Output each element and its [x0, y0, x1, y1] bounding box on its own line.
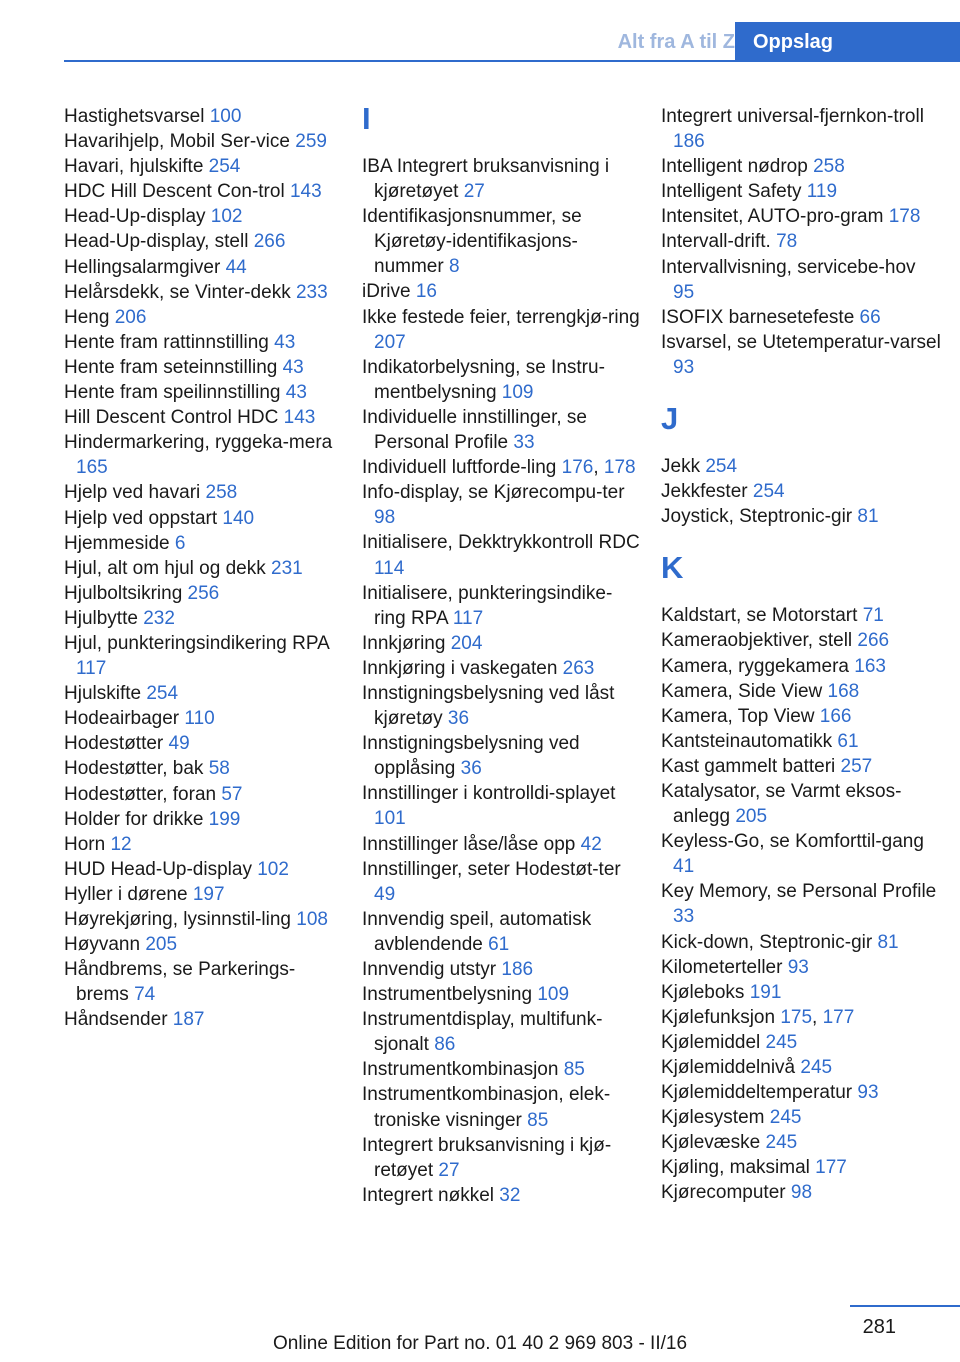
index-entry [661, 1030, 941, 1055]
index-term: Innvendig utstyr [362, 959, 502, 980]
index-column-3 [661, 104, 941, 1206]
page-reference-link[interactable]: 86 [434, 1034, 456, 1056]
index-entry [661, 479, 941, 504]
page-reference-link[interactable]: 8 [448, 256, 460, 278]
page-reference-link[interactable]: 61 [837, 730, 859, 752]
index-term: Hente fram rattinnstilling [64, 331, 275, 353]
index-entry [362, 907, 642, 957]
page-reference-link[interactable]: 43 [274, 331, 296, 353]
page-reference-link[interactable]: 44 [225, 256, 247, 278]
index-term: Kamera, ryggekamera [661, 655, 855, 677]
index-entry [362, 982, 642, 1007]
index-entry [362, 832, 642, 857]
index-term: Individuelle innstillinger, se Personal Profile [362, 406, 587, 454]
index-term: Havari, hjulskifte [64, 156, 209, 178]
index-term: Innvendig speil, automatisk avblendende [362, 908, 592, 955]
edition-note: Online Edition for Part no. 01 40 2 969 803 - II/16 [272, 1333, 688, 1354]
page-reference-link[interactable]: 245 [800, 1057, 833, 1078]
index-entry [362, 305, 642, 355]
page-reference-link[interactable]: 176 [561, 457, 594, 479]
index-column-1 [64, 104, 339, 1032]
index-entry [661, 603, 941, 628]
page-reference-link[interactable]: 263 [562, 657, 595, 679]
index-term: Hjelp ved oppstart [64, 507, 223, 529]
page-reference-link[interactable]: 43 [285, 382, 307, 404]
page-reference-link[interactable]: 199 [208, 808, 241, 830]
index-entry [661, 1105, 941, 1130]
page-reference-link[interactable]: 257 [840, 755, 873, 777]
index-term: Høyrekjøring, lysinnstil-ling [64, 909, 297, 930]
index-entry [362, 204, 642, 279]
index-term: Instrumentbelysning [362, 984, 538, 1006]
index-entry [661, 980, 941, 1005]
index-entry [64, 129, 339, 154]
index-entry [362, 1057, 642, 1082]
index-term: Havarihjelp, Mobil Ser-vice [64, 131, 296, 153]
page-reference-link[interactable]: 232 [143, 607, 175, 629]
page-reference-link[interactable]: 119 [806, 181, 838, 203]
page-reference-link[interactable]: 254 [208, 156, 241, 178]
section-tab: Oppslag [735, 22, 960, 62]
index-term: Individuell luftforde-ling [362, 457, 562, 479]
page-reference-link[interactable]: 6 [174, 532, 186, 554]
index-term: Hjulbytte [64, 607, 144, 629]
index-entry [661, 229, 941, 254]
index-term: Integrert bruksanvisning i kjø-retøyet [362, 1134, 612, 1181]
index-entry [64, 154, 339, 179]
index-term: Håndbrems, se Parkerings-brems [64, 959, 296, 1006]
index-entry [661, 879, 941, 929]
page-reference-link[interactable]: 71 [862, 605, 884, 627]
index-term: Håndsender [64, 1009, 173, 1031]
page-reference-link[interactable]: 108 [296, 909, 328, 930]
index-term: Kick-down, Steptronic-gir [661, 931, 878, 953]
page-reference-link[interactable]: 143 [289, 181, 322, 203]
page-reference-link[interactable]: 57 [221, 783, 243, 805]
index-term: Innstillinger i kontrolldi-splayet [362, 783, 616, 805]
index-entry [661, 204, 941, 229]
page-reference-link[interactable]: 197 [192, 883, 225, 905]
page-reference-link[interactable]: 27 [463, 181, 485, 203]
index-term: Indikatorbelysning, se Instru-mentbelysning [362, 356, 605, 403]
index-entry: Individuell luftforde-ling 176, 178 [362, 457, 636, 479]
index-letter-heading: K [661, 550, 684, 586]
page-reference-link[interactable]: 12 [110, 833, 132, 855]
index-term: Hjul, punkteringsindikering RPA [64, 632, 329, 654]
index-term: Kjølevæske [661, 1132, 766, 1154]
index-term: Intelligent Safety [661, 181, 807, 203]
page-reference-link[interactable]: 81 [857, 506, 879, 528]
index-entry [661, 1180, 941, 1205]
page-reference-link[interactable]: 143 [283, 407, 316, 429]
index-entry [362, 681, 642, 731]
index-term: Intensitet, AUTO-pro-gram [661, 206, 889, 228]
index-entry [362, 355, 642, 405]
index-entry [362, 656, 642, 681]
page-reference-link[interactable]: 42 [580, 833, 602, 855]
page-reference-link[interactable]: 204 [450, 632, 483, 654]
index-entry [661, 1155, 941, 1180]
index-term: IBA Integrert bruksanvisning i kjøretøyet [362, 156, 610, 203]
index-entry [64, 305, 339, 330]
index-entry [362, 957, 642, 982]
page-reference-link[interactable]: 266 [253, 231, 286, 253]
index-entry [661, 305, 941, 330]
index-entry [661, 955, 941, 980]
index-term: Hyller i dørene [64, 883, 193, 905]
page-reference-link[interactable]: 175 [780, 1006, 813, 1028]
page-reference-link[interactable]: 49 [168, 733, 190, 755]
index-term: Hjelp ved havari [64, 482, 206, 504]
index-term: Horn [64, 833, 111, 855]
index-term: Kjølemiddeltemperatur [661, 1082, 858, 1104]
page-reference-link[interactable]: 43 [282, 356, 304, 378]
page-reference-link[interactable]: 256 [187, 582, 220, 604]
index-entry [661, 1080, 941, 1105]
index-letter-heading: I [362, 101, 371, 136]
index-entry [64, 681, 339, 706]
page-reference-link[interactable]: 93 [857, 1082, 879, 1104]
page-reference-link[interactable]: 109 [537, 984, 570, 1006]
index-entry [64, 104, 339, 129]
index-term: Kast gammelt batteri [661, 755, 841, 777]
index-letter-heading: J [661, 401, 679, 437]
index-entry [64, 807, 339, 832]
index-entry [64, 556, 339, 581]
index-entry [661, 330, 941, 380]
page-reference-link[interactable]: 74 [134, 984, 156, 1006]
index-column-2 [362, 101, 642, 1208]
index-entry [362, 1082, 642, 1132]
index-term: Hodestøtter [64, 733, 169, 755]
page-reference-link[interactable]: 49 [374, 883, 396, 905]
index-entry [64, 1007, 339, 1032]
index-entry [64, 280, 339, 305]
index-term: Innstigningsbelysning ved låst kjøretøy [362, 682, 615, 730]
index-entry [362, 154, 642, 204]
page-reference-link[interactable]: 177 [815, 1157, 847, 1179]
page-reference-link[interactable]: 245 [765, 1031, 798, 1053]
page-reference-link[interactable]: 254 [146, 683, 179, 705]
page-reference-link[interactable]: 117 [76, 658, 107, 680]
page-reference-link[interactable]: 41 [673, 856, 695, 878]
index-term: ISOFIX barnesetefeste [661, 306, 860, 328]
index-term: Hodestøtter, foran [64, 783, 222, 805]
index-term: Hastighetsvarsel [64, 106, 210, 127]
index-entry [64, 832, 339, 857]
page-reference-link[interactable]: 117 [452, 607, 484, 629]
index-entry [64, 179, 339, 204]
index-entry [64, 606, 339, 631]
index-term: Høyvann [64, 934, 146, 956]
page-reference-link[interactable]: 95 [673, 281, 695, 303]
index-entry [64, 882, 339, 907]
index-entry [362, 631, 642, 656]
page-reference-link[interactable]: 93 [787, 956, 809, 978]
page-reference-link[interactable]: 32 [499, 1184, 521, 1206]
index-entry: Kjølefunksjon 175, 177 [661, 1006, 855, 1028]
index-term: Holder for drikke [64, 808, 209, 830]
page-reference-link[interactable]: 109 [501, 381, 534, 403]
index-term: Hjul, alt om hjul og dekk [64, 557, 271, 579]
index-entry [64, 756, 339, 781]
index-entry [661, 1055, 941, 1080]
index-entry [64, 330, 339, 355]
index-entry [64, 204, 339, 229]
index-term: Kaldstart, se Motorstart [661, 605, 863, 627]
index-term: Intervallvisning, servicebe-hov [661, 256, 916, 278]
index-term: Instrumentdisplay, multifunk-sjonalt [362, 1009, 603, 1056]
index-entry [661, 154, 941, 179]
page-reference-link[interactable]: 93 [673, 356, 695, 378]
index-term: Kilometerteller [661, 956, 788, 978]
page-reference-link[interactable]: 178 [603, 457, 636, 479]
index-entry [64, 531, 339, 556]
index-entry [64, 782, 339, 807]
page-reference-link[interactable]: 258 [205, 482, 238, 504]
section-title: Alt fra A til Z [617, 31, 735, 53]
index-term: Jekkfester [661, 481, 753, 503]
index-term: Kjøleboks [661, 981, 750, 1003]
index-entry [64, 857, 339, 882]
page-reference-link[interactable]: 233 [295, 281, 328, 303]
index-term: Key Memory, se Personal Profile [661, 881, 937, 903]
page-reference-link[interactable]: 166 [819, 705, 852, 727]
index-entry [362, 581, 642, 631]
index-entry [362, 1007, 642, 1057]
index-term: Isvarsel, se Utetemperatur-varsel [661, 331, 941, 353]
page-reference-link[interactable]: 78 [776, 231, 798, 253]
index-entry [661, 1130, 941, 1155]
section-spacer [661, 380, 941, 404]
index-term: Hente fram speilinnstilling [64, 382, 286, 404]
index-term: Hjulskifte [64, 683, 147, 705]
index-entry [661, 104, 941, 154]
page-reference-link[interactable]: 100 [209, 106, 242, 127]
page-reference-link[interactable]: 85 [563, 1059, 585, 1081]
index-entry [64, 430, 339, 480]
index-term: Innstigningsbelysning ved opplåsing [362, 733, 580, 780]
index-entry [661, 704, 941, 729]
page-reference-link[interactable]: 36 [447, 708, 470, 730]
page-reference-link[interactable]: 114 [374, 557, 405, 579]
index-entry [362, 857, 642, 907]
index-entry [661, 779, 941, 829]
index-term: Initialisere, punkteringsindike-ring RPA [362, 582, 613, 629]
index-entry [64, 907, 339, 932]
page-reference-link[interactable]: 205 [145, 934, 178, 956]
index-entry [362, 279, 642, 304]
page-reference-link[interactable]: 245 [769, 1107, 802, 1129]
page-reference-link[interactable]: 36 [460, 758, 482, 780]
page-reference-link[interactable]: 58 [208, 758, 230, 780]
index-term: Kjørecomputer [661, 1182, 791, 1204]
index-entry [661, 729, 941, 754]
index-entry [64, 932, 339, 957]
index-entry [64, 355, 339, 380]
page-reference-link[interactable]: 187 [172, 1009, 205, 1031]
index-term: Initialisere, Dekktrykkontroll RDC [362, 532, 640, 554]
page-reference-link[interactable]: 101 [374, 808, 406, 830]
page-reference-link[interactable]: 206 [114, 306, 147, 328]
index-entry [661, 179, 941, 204]
page-reference-link[interactable]: 178 [888, 206, 921, 228]
index-term: Heng [64, 306, 115, 328]
index-term: Kantsteinautomatikk [661, 730, 838, 752]
index-term: Intelligent nødrop [661, 156, 814, 178]
footer-rule [850, 1305, 960, 1307]
section-spacer [661, 529, 941, 553]
index-entry [64, 380, 339, 405]
index-entry [64, 480, 339, 505]
page-reference-link[interactable]: 245 [765, 1132, 798, 1154]
page-reference-link[interactable]: 186 [501, 959, 534, 980]
page-reference-link[interactable]: 81 [877, 931, 899, 953]
index-term: Head-Up-display [64, 206, 211, 228]
index-term: Joystick, Steptronic-gir [661, 506, 858, 528]
page-reference-link[interactable]: 33 [513, 432, 535, 454]
index-entry [64, 631, 339, 681]
page-reference-link[interactable]: 102 [257, 858, 289, 880]
index-entry [64, 706, 339, 731]
index-entry [661, 255, 941, 305]
index-entry [661, 654, 941, 679]
index-term: Kjølemiddel [661, 1031, 766, 1053]
index-entry [362, 1133, 642, 1183]
index-term: Integrert universal-fjernkon-troll [661, 106, 924, 127]
index-term: Kameraobjektiver, stell [661, 630, 858, 652]
index-term: Head-Up-display, stell [64, 231, 254, 253]
index-entry [64, 405, 339, 430]
page-reference-link[interactable]: 66 [859, 306, 881, 328]
index-term: Kjølefunksjon [661, 1006, 781, 1028]
index-term: Intervall-drift. [661, 231, 777, 253]
page-reference-link[interactable]: 258 [813, 156, 845, 178]
index-term: Innkjøring [362, 632, 451, 654]
index-term: Innstillinger, seter Hodestøt-ter [362, 858, 621, 880]
page-reference-link[interactable]: 168 [827, 680, 860, 702]
index-entry [362, 405, 642, 455]
index-term: Ikke festede feier, terrengkjø-ring [362, 306, 640, 328]
index-term: Hindermarkering, ryggeka-mera [64, 432, 333, 454]
index-term: Hodeairbager [64, 708, 185, 730]
index-term: Identifikasjonsnummer, se Kjøretøy-identifikasjons-nummer [362, 206, 582, 278]
index-term: Keyless-Go, se Komforttil-gang [661, 831, 924, 853]
page-reference-link[interactable]: 27 [438, 1159, 460, 1181]
index-term: Kjølesystem [661, 1107, 770, 1129]
page-reference-link[interactable]: 186 [673, 131, 705, 153]
index-term: Hjemmeside [64, 532, 175, 554]
index-term: Hill Descent Control HDC [64, 407, 284, 429]
page-reference-link[interactable]: 259 [295, 131, 327, 153]
page-reference-link[interactable]: 102 [210, 206, 243, 228]
page-reference-link[interactable]: 177 [822, 1006, 855, 1028]
index-term: Instrumentkombinasjon, elek-troniske visninger [362, 1084, 611, 1131]
page-reference-link[interactable]: 231 [271, 557, 303, 579]
index-term: Kamera, Top View [661, 705, 820, 727]
index-entry [362, 1183, 642, 1208]
index-term: Kamera, Side View [661, 680, 828, 702]
page-reference-link[interactable]: 254 [752, 481, 785, 503]
index-entry [362, 480, 642, 530]
page-header [0, 0, 960, 66]
index-entry [661, 628, 941, 653]
index-term: Integrert nøkkel [362, 1184, 500, 1206]
index-term: Jekk [661, 456, 706, 478]
page-reference-link[interactable]: 110 [184, 708, 215, 730]
index-entry [661, 504, 941, 529]
index-entry [64, 506, 339, 531]
index-entry [661, 829, 941, 879]
page-reference-link[interactable]: 207 [374, 331, 406, 353]
index-term: Innstillinger låse/låse opp [362, 833, 581, 855]
index-term: Helårsdekk, se Vinter-dekk [64, 281, 296, 303]
index-term: Innkjøring i vaskegaten [362, 657, 563, 679]
index-term: HDC Hill Descent Con-trol [64, 181, 290, 203]
page-reference-link[interactable]: 16 [415, 281, 437, 303]
index-entry [362, 731, 642, 781]
index-entry [64, 731, 339, 756]
page-reference-link[interactable]: 140 [222, 507, 255, 529]
index-term: Hjulboltsikring [64, 582, 188, 604]
page-reference-link[interactable]: 61 [488, 933, 510, 955]
index-term: Kjølemiddelnivå [661, 1057, 801, 1078]
index-entry [362, 530, 642, 580]
index-entry [362, 781, 642, 831]
page-reference-link[interactable]: 98 [374, 507, 396, 529]
index-term: Hente fram seteinnstilling [64, 356, 283, 378]
index-term: Hodestøtter, bak [64, 758, 209, 780]
index-entry [661, 454, 941, 479]
page-reference-link[interactable]: 165 [76, 457, 108, 479]
page-reference-link[interactable]: 254 [705, 456, 738, 478]
index-term: Hellingsalarmgiver [64, 256, 226, 278]
index-term: Katalysator, se Varmt eksos-anlegg [661, 780, 902, 828]
page-reference-link[interactable]: 85 [527, 1109, 549, 1131]
index-term: HUD Head-Up-display [64, 858, 258, 880]
page-number: 281 [862, 1316, 896, 1338]
index-entry [661, 754, 941, 779]
index-entry [661, 679, 941, 704]
page-reference-link[interactable]: 33 [673, 906, 695, 928]
index-term: Info-display, se Kjørecompu-ter [362, 482, 625, 504]
index-term: Instrumentkombinasjon [362, 1059, 564, 1081]
index-entry [64, 957, 339, 1007]
index-entry [64, 581, 339, 606]
index-term: Kjøling, maksimal [661, 1157, 816, 1179]
index-entry [661, 930, 941, 955]
index-term: iDrive [362, 281, 416, 303]
header-rule [64, 60, 960, 62]
page-reference-link[interactable]: 266 [857, 630, 890, 652]
index-entry [64, 255, 339, 280]
page-reference-link[interactable]: 98 [790, 1182, 813, 1204]
page-reference-link[interactable]: 191 [749, 981, 782, 1003]
index-entry [64, 229, 339, 254]
page-reference-link[interactable]: 163 [854, 655, 886, 677]
page-reference-link[interactable]: 205 [735, 806, 768, 828]
